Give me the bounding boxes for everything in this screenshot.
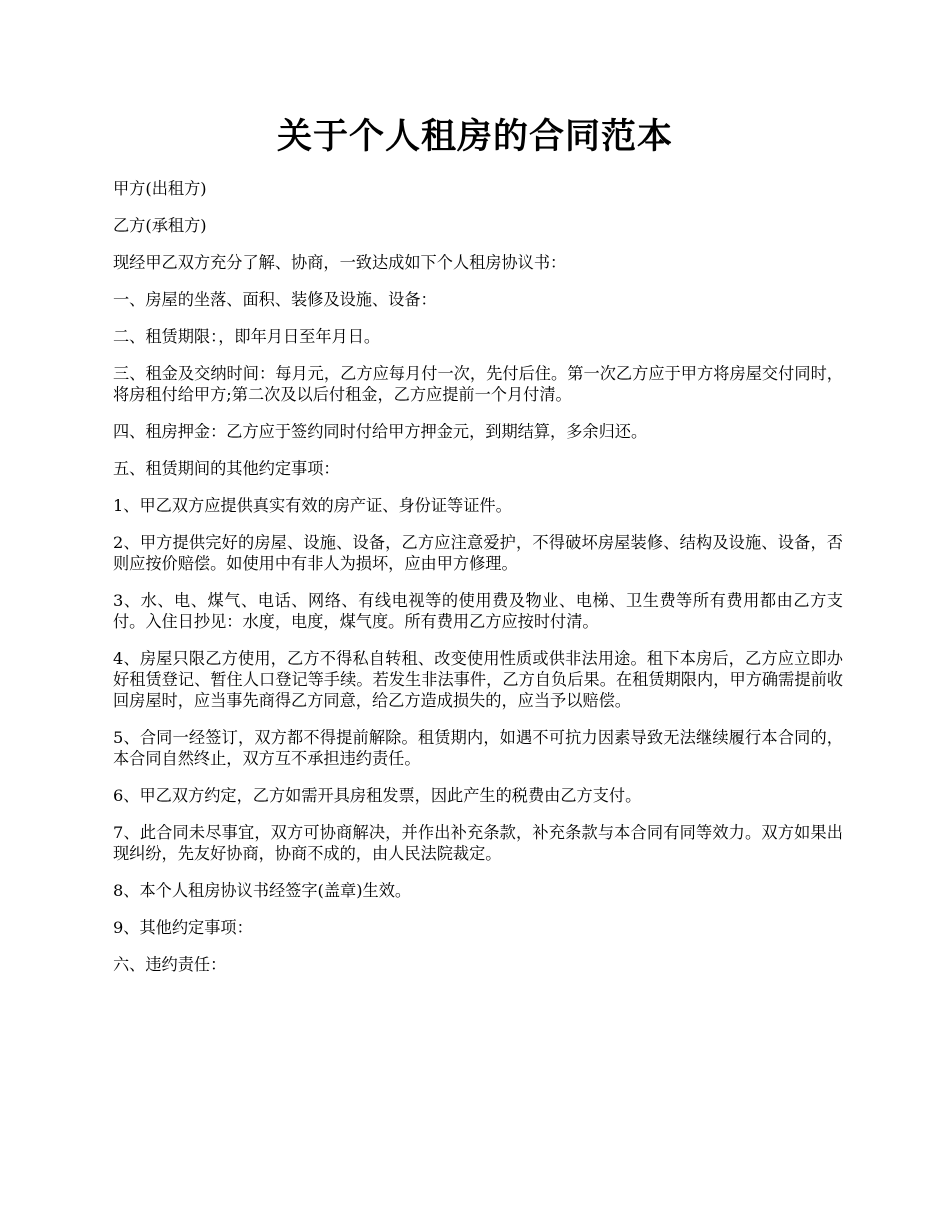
paragraph-item-8: 8、本个人租房协议书经签字(盖章)生效。 — [113, 881, 412, 900]
paragraph-section-5: 五、租赁期间的其他约定事项： — [113, 459, 340, 478]
paragraph-item-5: 5、合同一经签订，双方都不得提前解除。租赁期内，如遇不可抗力因素导致无法继续履行本合同的，本合同自然终止，双方互不承担违约责任。 — [113, 728, 843, 768]
paragraph-item-4: 4、房屋只限乙方使用，乙方不得私自转租、改变使用性质或供非法用途。租下本房后，乙方应立即办好租赁登记、暂住人口登记等手续。若发生非法事件，乙方自负后果。在租赁期限内，甲方确需提前收回房屋时，应当事先商得乙方同意，给乙方造成损失的，应当予以赔偿。 — [113, 649, 843, 710]
paragraph-section-2: 二、租赁期限：，即年月日至年月日。 — [113, 327, 381, 346]
document-body — [113, 178, 843, 991]
paragraph-item-2: 2、甲方提供完好的房屋、设施、设备，乙方应注意爱护，不得破坏房屋装修、结构及设施、设备，否则应按价赔偿。如使用中有非人为损坏，应由甲方修理。 — [113, 533, 843, 573]
paragraph-section-1: 一、房屋的坐落、面积、装修及设施、设备： — [113, 290, 437, 309]
paragraph-party-a: 甲方(出租方) — [113, 179, 207, 198]
paragraph-item-9: 9、其他约定事项： — [113, 918, 253, 937]
paragraph-item-1: 1、甲乙双方应提供真实有效的房产证、身份证等证件。 — [113, 496, 512, 515]
paragraph-section-3: 三、租金及交纳时间：每月元，乙方应每月付一次，先付后住。第一次乙方应于甲方将房屋交付同时，将房租付给甲方;第二次及以后付租金，乙方应提前一个月付清。 — [113, 364, 843, 404]
paragraph-item-6: 6、甲乙双方约定，乙方如需开具房租发票，因此产生的税费由乙方支付。 — [113, 786, 642, 805]
paragraph-party-b: 乙方(承租方) — [113, 216, 207, 235]
paragraph-item-3: 3、水、电、煤气、电话、网络、有线电视等的使用费及物业、电梯、卫生费等所有费用都由乙方支付。入住日抄见：水度，电度，煤气度。所有费用乙方应按时付清。 — [113, 591, 843, 631]
paragraph-section-6: 六、违约责任： — [113, 955, 227, 974]
document-title: 关于个人租房的合同范本 — [276, 116, 673, 157]
paragraph-preamble: 现经甲乙双方充分了解、协商，一致达成如下个人租房协议书： — [113, 253, 567, 272]
paragraph-item-7: 7、此合同未尽事宜，双方可协商解决，并作出补充条款，补充条款与本合同有同等效力。双方如果出现纠纷，先友好协商，协商不成的，由人民法院裁定。 — [113, 823, 843, 863]
paragraph-section-4: 四、租房押金：乙方应于签约同时付给甲方押金元，到期结算，多余归还。 — [113, 422, 648, 441]
